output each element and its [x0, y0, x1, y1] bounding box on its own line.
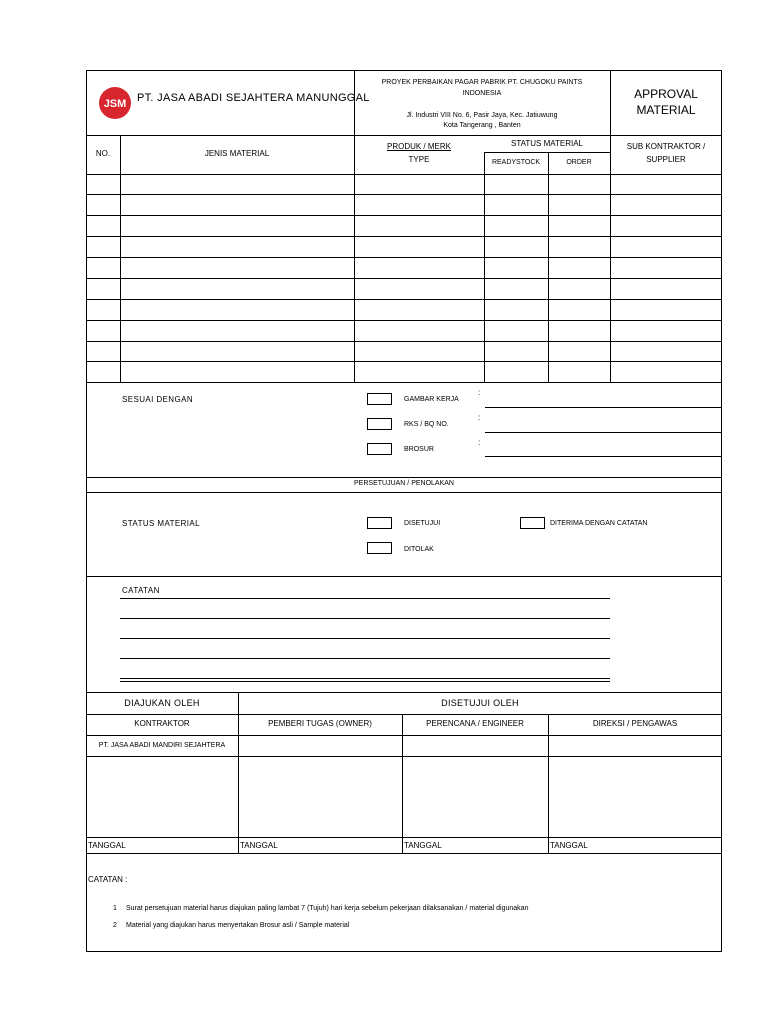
table-row[interactable] [86, 215, 722, 216]
note-number: 1 [113, 905, 117, 912]
owner-header: PEMBERI TUGAS (OWNER) [268, 719, 372, 728]
table-row[interactable] [86, 278, 722, 279]
col-header-type: TYPE [408, 155, 430, 164]
table-row[interactable] [86, 257, 722, 258]
col-header-readystock: READYSTOCK [491, 159, 541, 166]
checkbox-diterima-catatan[interactable] [520, 517, 545, 529]
engineer-header: PERENCANA / ENGINEER [426, 719, 524, 728]
table-row[interactable] [86, 194, 722, 195]
checkbox-ditolak[interactable] [367, 542, 392, 554]
table-row[interactable] [86, 320, 722, 321]
address-line1: Jl. Industri VIII No. 6, Pasir Jaya, Kec. Jatiuwung [406, 112, 558, 119]
sesuai-dengan-label: SESUAI DENGAN [122, 395, 193, 404]
table-row[interactable] [86, 341, 722, 342]
checkbox-disetujui[interactable] [367, 517, 392, 529]
col-header-supplier: SUPPLIER [646, 155, 686, 164]
pengawas-header: DIREKSI / PENGAWAS [592, 719, 678, 728]
catatan-line[interactable] [120, 658, 610, 659]
separator-colon: : [478, 438, 481, 447]
table-row[interactable] [86, 236, 722, 237]
disetujui-oleh-header: DISETUJUI OLEH [441, 698, 519, 708]
address-line2: Kota Tangerang , Banten [443, 122, 521, 129]
separator-colon: : [478, 388, 481, 397]
note-text: Surat persetujuan material harus diajukan paling lambat 7 (Tujuh) hari kerja sebelum pekerjaan dilaksanakan / material digunakan [126, 905, 529, 912]
col-header-jenis-material: JENIS MATERIAL [204, 149, 270, 158]
col-header-no: NO. [95, 149, 111, 158]
signature-box-owner[interactable] [239, 757, 401, 836]
tanggal-pengawas: TANGGAL [550, 841, 588, 850]
col-header-order: ORDER [566, 159, 592, 166]
option-rks-bq: RKS / BQ NO. [404, 421, 449, 428]
status-material-label: STATUS MATERIAL [122, 519, 201, 528]
catatan-label: CATATAN [122, 586, 160, 595]
persetujuan-bar: PERSETUJUAN / PENOLAKAN [354, 480, 454, 487]
doc-title-line1: APPROVAL [634, 87, 698, 101]
option-brosur: BROSUR [404, 446, 434, 453]
option-gambar-kerja: GAMBAR KERJA [404, 396, 459, 403]
footer-catatan-label: CATATAN : [88, 875, 128, 884]
diajukan-oleh-header: DIAJUKAN OLEH [124, 698, 200, 708]
col-header-status-material: STATUS MATERIAL [510, 139, 583, 148]
company-name: PT. JASA ABADI SEJAHTERA MANUNGGAL [137, 92, 370, 104]
kontraktor-header: KONTRAKTOR [134, 719, 190, 728]
option-disetujui: DISETUJUI [404, 520, 441, 527]
checkbox-brosur[interactable] [367, 443, 392, 455]
logo-mark-text: JSM [103, 98, 127, 110]
kontraktor-company: PT. JASA ABADI MANDIRI SEJAHTERA [98, 742, 226, 749]
note-number: 2 [113, 922, 117, 929]
rks-bq-line[interactable] [485, 432, 721, 433]
table-row[interactable] [86, 382, 722, 383]
project-line1: PROYEK PERBAIKAN PAGAR PABRIK PT. CHUGOKU PAINTS [381, 79, 583, 86]
note-text: Material yang diajukan harus menyertakan Brosur asli / Sample material [126, 922, 350, 929]
catatan-line[interactable] [120, 618, 610, 619]
signature-box-kontraktor[interactable] [87, 757, 237, 836]
table-row[interactable] [86, 361, 722, 362]
col-header-produk-merk: PRODUK / MERK [386, 142, 451, 151]
option-diterima-dengan-catatan: DITERIMA DENGAN CATATAN [550, 520, 648, 527]
project-line2: INDONESIA [462, 90, 502, 97]
table-row[interactable] [86, 299, 722, 300]
tanggal-engineer: TANGGAL [404, 841, 442, 850]
signature-box-pengawas[interactable] [549, 757, 721, 836]
signature-box-engineer[interactable] [403, 757, 547, 836]
checkbox-gambar-kerja[interactable] [367, 393, 392, 405]
checkbox-rks-bq[interactable] [367, 418, 392, 430]
catatan-line[interactable] [120, 598, 610, 599]
gambar-kerja-line[interactable] [485, 407, 721, 408]
separator-colon: : [478, 413, 481, 422]
company-logo [98, 86, 132, 120]
catatan-line[interactable] [120, 638, 610, 639]
tanggal-owner: TANGGAL [240, 841, 278, 850]
tanggal-kontraktor: TANGGAL [88, 841, 126, 850]
doc-title-line2: MATERIAL [636, 103, 696, 117]
col-header-sub-kontraktor: SUB KONTRAKTOR / [626, 142, 706, 151]
option-ditolak: DITOLAK [404, 546, 434, 553]
brosur-line[interactable] [485, 456, 721, 457]
